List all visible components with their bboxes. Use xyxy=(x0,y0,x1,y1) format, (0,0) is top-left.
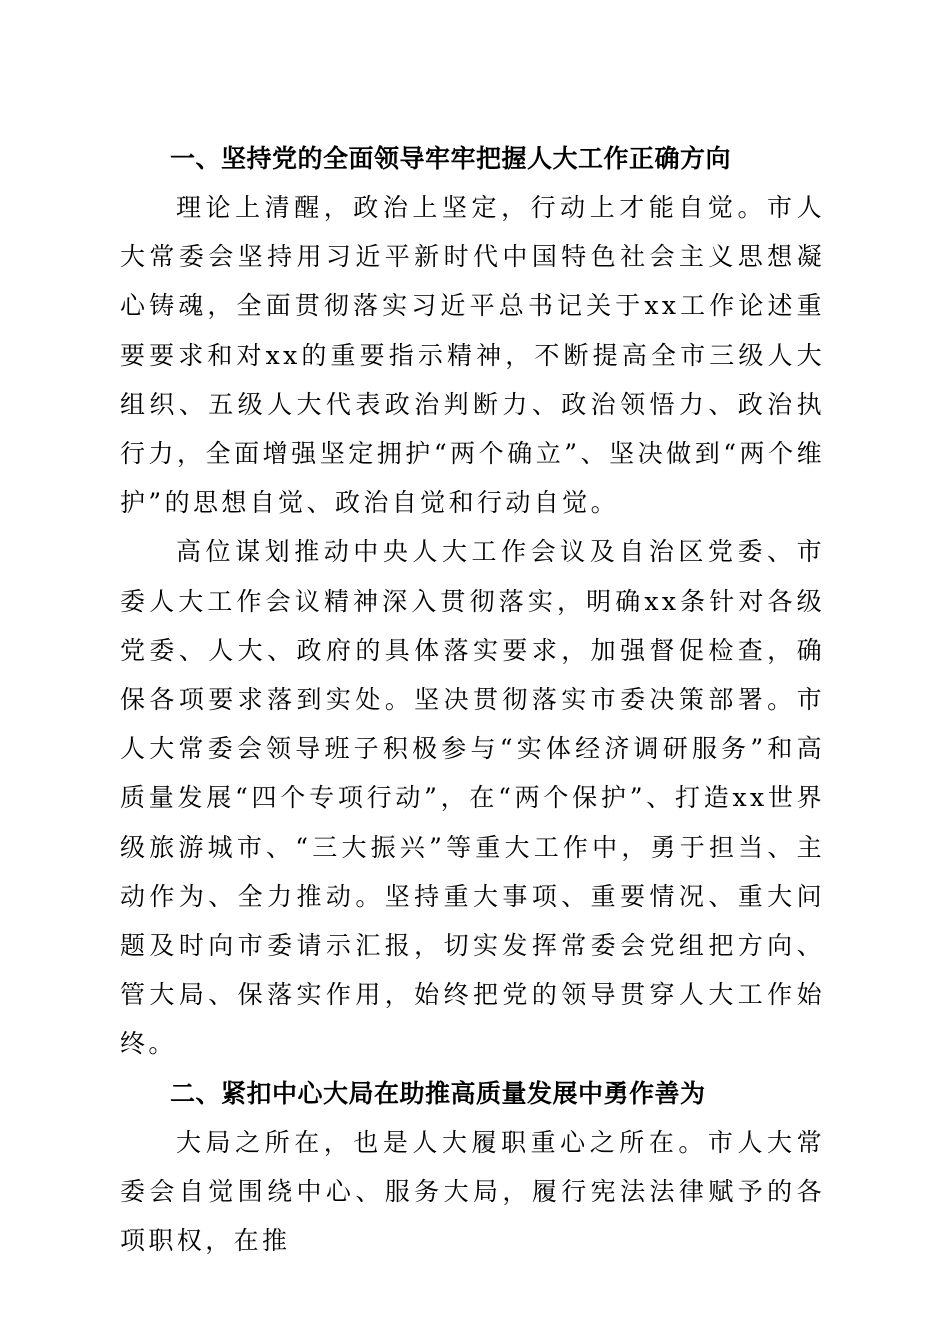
document-body xyxy=(120,134,825,1265)
section-heading-2: 二、紧扣中心大局在助推高质量发展中勇作善为 xyxy=(170,1078,706,1108)
section-2-paragraph-1: 大局之所在，也是人大履职重心之所在。市人大常委会自觉围绕中心、服务大局，履行宪法法律赋予的各项职权，在推 xyxy=(120,1127,825,1256)
section-1-paragraph-1: 理论上清醒，政治上坚定，行动上才能自觉。市人大常委会坚持用习近平新时代中国特色社会主义思想凝心铸魂，全面贯彻落实习近平总书记关于xx工作论述重要要求和对xx的重要指示精神，不断提高全市三级人大组织、五级人大代表政治判断力、政治领悟力、政治执行力，全面增强坚定拥护“两个确立”、坚决做到“两个维护”的思想自觉、政治自觉和行动自觉。 xyxy=(120,193,825,518)
section-heading-1: 一、坚持党的全面领导牢牢把握人大工作正确方向 xyxy=(170,144,732,173)
section-1-paragraph-2: 高位谋划推动中央人大工作会议及自治区党委、市委人大工作会议精神深入贯彻落实，明确xx条针对各级党委、人大、政府的具体落实要求，加强督促检查，确保各项要求落到实处。坚决贯彻落实市委决策部署。市人大常委会领导班子积极参与“实体经济调研服务”和高质量发展“四个专项行动”，在“两个保护”、打造xx世界级旅游城市、“三大振兴”等重大工作中，勇于担当、主动作为、全力推动。坚持重大事项、重要情况、重大问题及时向市委请示汇报，切实发挥常委会党组把方向、管大局、保落实作用，始终把党的领导贯穿人大工作始终。 xyxy=(120,537,825,1059)
